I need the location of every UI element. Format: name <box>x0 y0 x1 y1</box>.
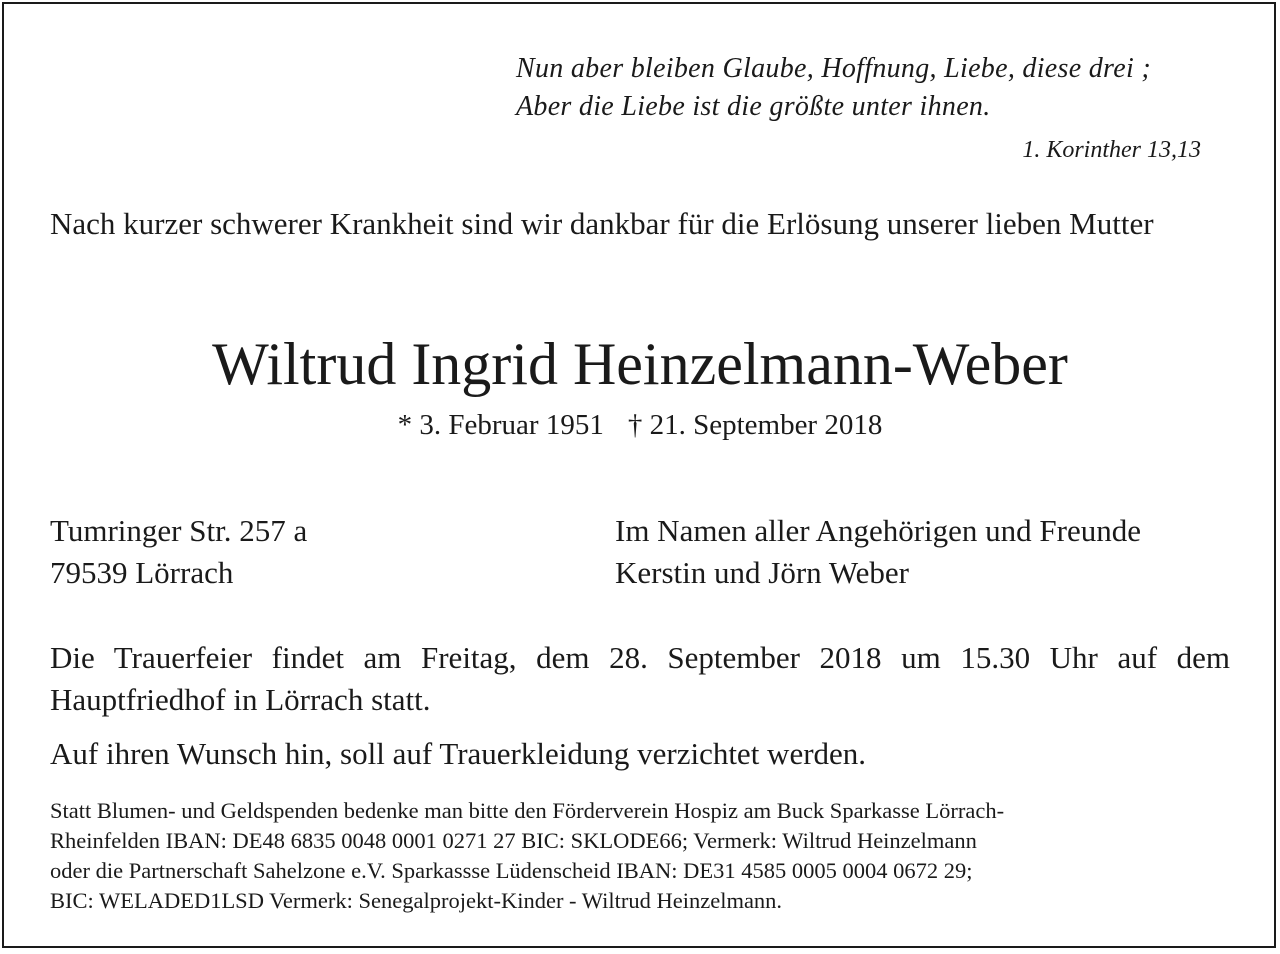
signers <box>615 510 1141 594</box>
bible-quote <box>516 50 1151 126</box>
donation-line-1: Statt Blumen- und Geldspenden bedenke man bitte den Förderverein Hospiz am Buck Sparkasse Lörrach- <box>50 798 1005 823</box>
donation-info <box>50 796 1230 916</box>
address-city: 79539 Lörrach <box>50 555 234 590</box>
family-address <box>50 510 307 594</box>
donation-line-4: BIC: WELADED1LSD Vermerk: Senegalprojekt-Kinder - Wiltrud Heinzelmann. <box>50 888 783 913</box>
intro-text: Nach kurzer schwerer Krankheit sind wir dankbar für die Erlösung unserer lieben Mutter <box>50 206 1154 241</box>
quote-reference: 1. Korinther 13,13 <box>1022 137 1201 163</box>
donation-line-3: oder die Partnerschaft Sahelzone e.V. Sparkassse Lüdenscheid IBAN: DE31 4585 0005 0004 0672 29; <box>50 858 973 883</box>
birth-date: * 3. Februar 1951 <box>397 409 604 441</box>
signers-line-1: Im Namen aller Angehörigen und Freunde <box>615 513 1141 548</box>
donation-line-2: Rheinfelden IBAN: DE48 6835 0048 0001 0271 27 BIC: SKLODE66; Vermerk: Wiltrud Heinzelmann <box>50 828 977 853</box>
death-date: † 21. September 2018 <box>627 409 883 441</box>
quote-line-1: Nun aber bleiben Glaube, Hoffnung, Liebe, diese drei ; <box>516 53 1151 84</box>
quote-line-2: Aber die Liebe ist die größte unter ihnen. <box>516 91 991 122</box>
signers-line-2: Kerstin und Jörn Weber <box>615 555 909 590</box>
life-dates <box>0 407 1280 443</box>
ceremony-text: Die Trauerfeier findet am Freitag, dem 28. September 2018 um 15.30 Uhr auf dem Hauptfriedhof in Lörrach statt. <box>50 640 1230 717</box>
dress-wish-text: Auf ihren Wunsch hin, soll auf Trauerkleidung verzichtet werden. <box>50 736 867 771</box>
deceased-name: Wiltrud Ingrid Heinzelmann-Weber <box>212 331 1068 397</box>
address-street: Tumringer Str. 257 a <box>50 513 308 548</box>
